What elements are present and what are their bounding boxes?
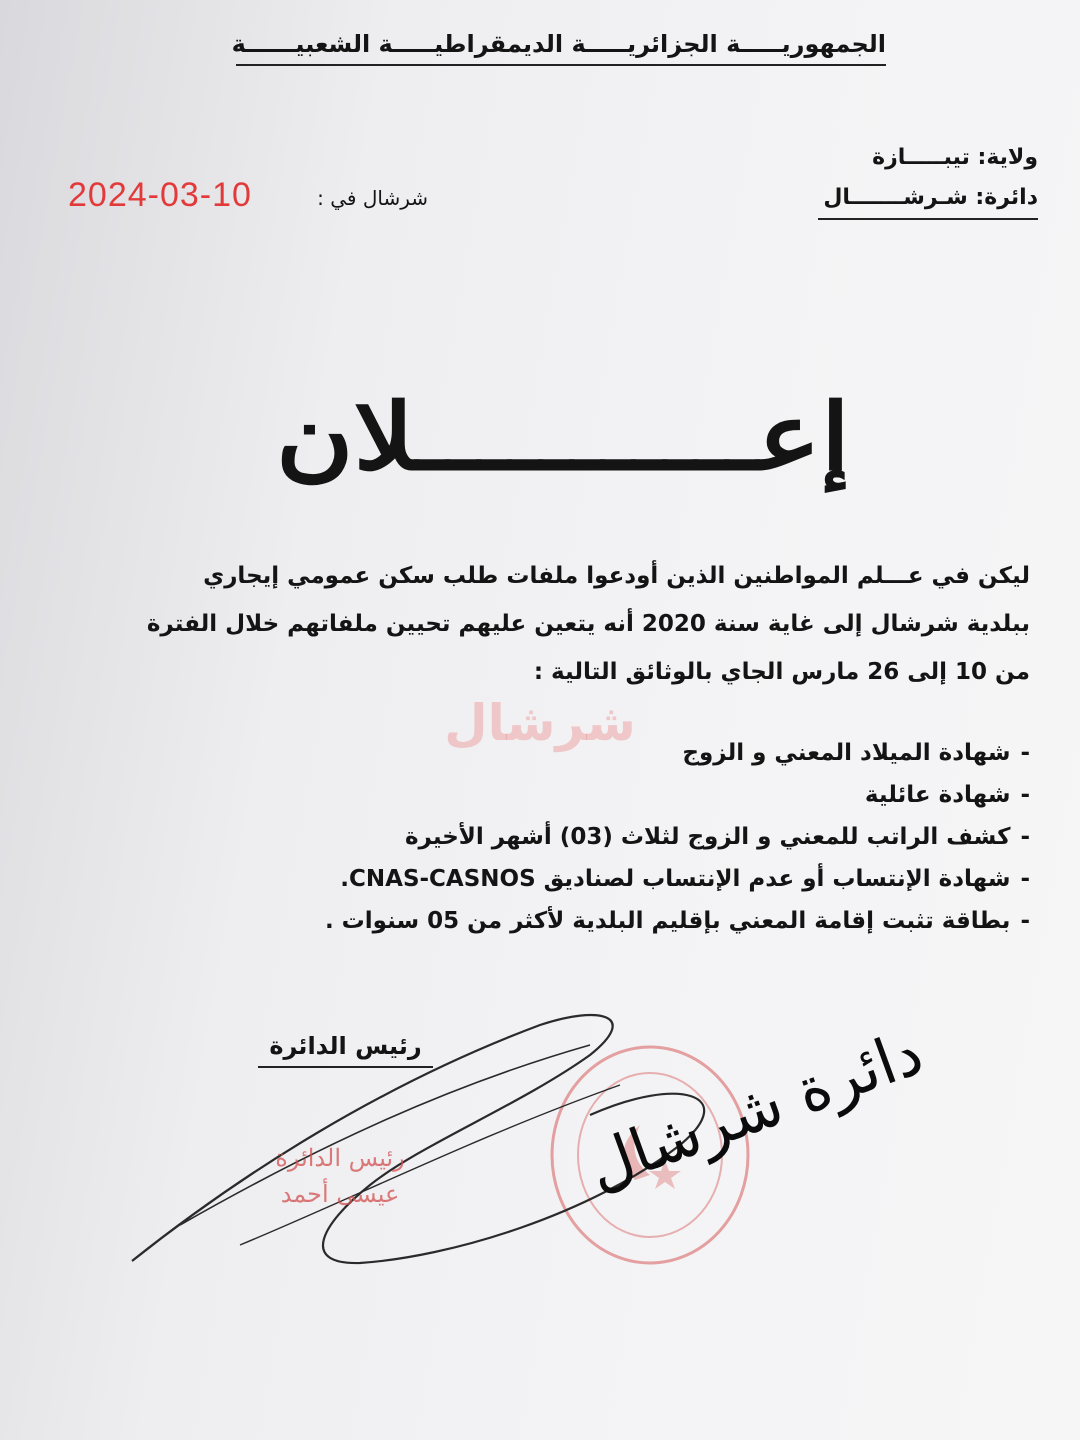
- wilaya-label: ولاية: تيبـــــازة: [872, 145, 1038, 170]
- place-date: [68, 176, 428, 226]
- list-item: [200, 732, 1030, 774]
- list-item: [200, 858, 1030, 900]
- stamp-name: عيسى أحمد: [280, 1180, 400, 1208]
- stamp-title: رئيس الدائرة: [275, 1144, 405, 1172]
- announcement-body: [70, 552, 1030, 696]
- list-item-text: شهادة الإنتساب أو عدم الإنتساب لصناديق CNAS-CASNOS.: [340, 866, 1011, 892]
- list-marker: -: [1020, 908, 1030, 934]
- list-item: [200, 816, 1030, 858]
- date-value: 2024-03-10: [68, 176, 252, 214]
- list-marker: -: [1020, 824, 1030, 850]
- list-item-text: كشف الراتب للمعني و الزوج لثلاث (03) أشهر الأخيرة: [404, 824, 1011, 850]
- handwritten-daira: دائرة شرشال: [577, 1015, 933, 1204]
- list-item-text: شهادة الميلاد المعني و الزوج: [682, 740, 1011, 766]
- chief-title: رئيس الدائرة: [258, 1026, 433, 1068]
- body-line: من 10 إلى 26 مارس الجاي بالوثائق التالية :: [533, 659, 1030, 685]
- list-marker: -: [1020, 782, 1030, 808]
- list-item: [200, 900, 1030, 942]
- list-item: [200, 774, 1030, 816]
- place-label: شرشال في :: [317, 186, 428, 210]
- list-item-text: شهادة عائلية: [864, 782, 1011, 808]
- list-item-text: بطاقة تثبت إقامة المعني بإقليم البلدية لأكثر من 05 سنوات .: [324, 908, 1011, 934]
- watermark: شرشال: [444, 694, 636, 752]
- body-line: ببلدية شرشال إلى غاية سنة 2020 أنه يتعين عليهم تحيين ملفاتهم خلال الفترة: [146, 611, 1030, 637]
- list-marker: -: [1020, 866, 1030, 892]
- name-stamp: [225, 1140, 455, 1220]
- republic-header: الجمهوريـــــة الجزائريـــــة الديمقراطيـــــة الشعبيــــــة: [236, 28, 886, 66]
- announcement-title: إعـــــــــــلان: [275, 383, 851, 491]
- daira-label: دائرة: شـرشـــــــال: [818, 178, 1038, 220]
- body-line: ليكن في عـــلم المواطنين الذين أودعوا ملفات طلب سكن عمومي إيجاري: [203, 563, 1030, 589]
- list-marker: -: [1020, 740, 1030, 766]
- documents-list: [200, 732, 1030, 942]
